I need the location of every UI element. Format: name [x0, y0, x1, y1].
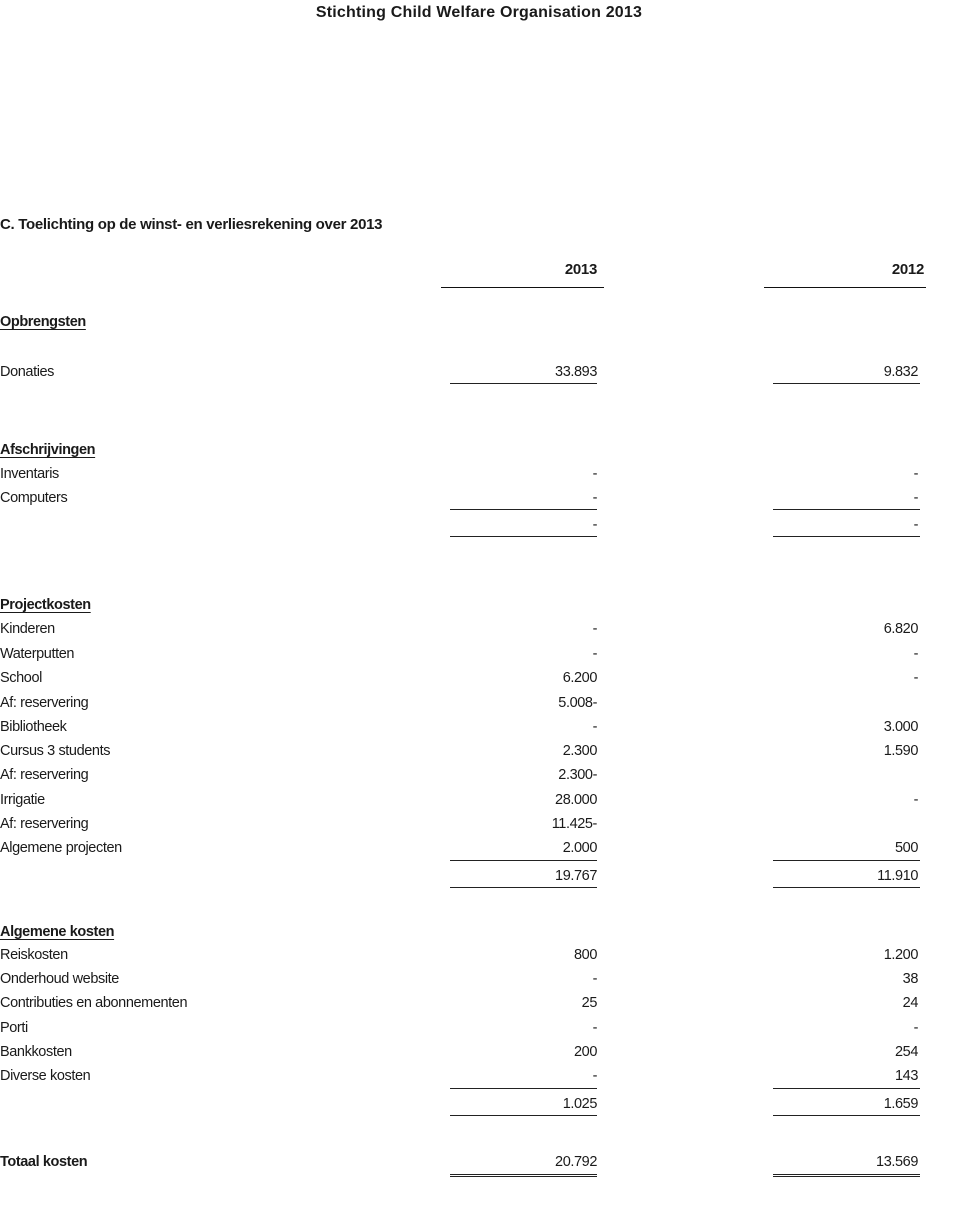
row-label: Porti — [0, 1020, 28, 1036]
row-label: Af: reservering — [0, 695, 89, 711]
table-row — [0, 621, 958, 643]
total-label: Totaal kosten — [0, 1154, 88, 1170]
value-2012: - — [913, 646, 918, 662]
column-header-2013: 2013 — [564, 261, 597, 278]
value-2013: - — [592, 466, 597, 482]
category-heading-afschrijvingen — [0, 442, 958, 464]
total-row — [0, 1154, 958, 1176]
value-2013: - — [592, 1020, 597, 1036]
table-row — [0, 995, 958, 1017]
table-row — [0, 743, 958, 765]
rule — [450, 887, 597, 888]
value-2013: 800 — [574, 947, 597, 963]
value-2012: 500 — [895, 840, 918, 856]
value-2013: 11.425- — [551, 816, 597, 832]
rule — [450, 383, 597, 384]
page-title: Stichting Child Welfare Organisation 2013 — [315, 4, 643, 21]
header-rule-2013 — [441, 287, 604, 288]
value-2013: - — [592, 621, 597, 637]
row-label: Computers — [0, 490, 68, 506]
row-label: Onderhoud website — [0, 971, 119, 987]
value-2013: 25 — [581, 995, 597, 1011]
value-2013: 28.000 — [555, 792, 597, 808]
table-row — [0, 1068, 958, 1090]
row-label: Bibliotheek — [0, 719, 67, 735]
value-2013: 200 — [574, 1044, 597, 1060]
value-2012: - — [913, 1020, 918, 1036]
value-2012: 1.590 — [883, 743, 918, 759]
row-label: Bankkosten — [0, 1044, 72, 1060]
rule — [773, 887, 920, 888]
value-2012: 38 — [902, 971, 918, 987]
rule — [773, 536, 920, 537]
rule — [450, 536, 597, 537]
row-label: Kinderen — [0, 621, 55, 637]
value-2013: - — [592, 646, 597, 662]
subtotal-2012: 1.659 — [883, 1096, 918, 1112]
value-2013: 5.008- — [558, 695, 597, 711]
value-2013: 2.000 — [562, 840, 597, 856]
value-2013: - — [592, 1068, 597, 1084]
subtotal-2012: - — [913, 517, 918, 533]
table-row — [0, 719, 958, 741]
row-label: Donaties — [0, 364, 55, 380]
subtotal-2013: - — [592, 517, 597, 533]
table-row — [0, 670, 958, 692]
subtotal-2013: 1.025 — [562, 1096, 597, 1112]
total-2013: 20.792 — [555, 1154, 597, 1170]
table-row — [0, 971, 958, 993]
value-2012: - — [913, 792, 918, 808]
row-label: Cursus 3 students — [0, 743, 111, 759]
value-2012: - — [913, 490, 918, 506]
row-label: Af: reservering — [0, 767, 89, 783]
value-2012: 3.000 — [883, 719, 918, 735]
value-2013: - — [592, 490, 597, 506]
category-label: Afschrijvingen — [0, 442, 96, 458]
rule — [773, 509, 920, 510]
rule — [773, 860, 920, 861]
table-row — [0, 767, 958, 789]
row-label: Contributies en abonnementen — [0, 995, 188, 1011]
rule — [450, 509, 597, 510]
table-row — [0, 816, 958, 838]
category-heading-algemene-kosten — [0, 924, 958, 946]
table-row — [0, 947, 958, 969]
rule — [773, 1088, 920, 1089]
category-label: Projectkosten — [0, 597, 91, 613]
subtotal-2013: 19.767 — [555, 868, 597, 884]
value-2013: 6.200 — [562, 670, 597, 686]
row-label: School — [0, 670, 42, 686]
row-label: Reiskosten — [0, 947, 68, 963]
value-2012: - — [913, 670, 918, 686]
table-row — [0, 695, 958, 717]
rule — [773, 1115, 920, 1116]
row-label: Inventaris — [0, 466, 59, 482]
row-label: Waterputten — [0, 646, 75, 662]
value-2013: - — [592, 719, 597, 735]
row-label: Diverse kosten — [0, 1068, 91, 1084]
section-title: C. Toelichting op de winst- en verliesrekening over 2013 — [0, 216, 383, 233]
table-row — [0, 792, 958, 814]
value-2013: - — [592, 971, 597, 987]
table-row — [0, 840, 958, 862]
category-heading-projectkosten — [0, 597, 958, 619]
row-label: Algemene projecten — [0, 840, 122, 856]
column-header-2012: 2012 — [891, 261, 924, 278]
rule — [773, 383, 920, 384]
value-2012: - — [913, 466, 918, 482]
value-2013: 2.300- — [558, 767, 597, 783]
category-heading-opbrengsten — [0, 314, 958, 336]
table-row — [0, 646, 958, 668]
value-2012: 24 — [902, 995, 918, 1011]
value-2012: 254 — [895, 1044, 918, 1060]
value-2012: 6.820 — [883, 621, 918, 637]
value-2012: 9.832 — [883, 364, 918, 380]
value-2013: 33.893 — [555, 364, 597, 380]
row-label: Irrigatie — [0, 792, 45, 808]
table-row — [0, 466, 958, 488]
subtotal-2012: 11.910 — [877, 868, 918, 884]
rule — [450, 1088, 597, 1089]
header-rule-2012 — [764, 287, 926, 288]
row-label: Af: reservering — [0, 816, 89, 832]
total-2012: 13.569 — [876, 1154, 918, 1170]
value-2013: 2.300 — [562, 743, 597, 759]
category-label: Algemene kosten — [0, 924, 115, 940]
double-rule — [773, 1174, 920, 1177]
category-label: Opbrengsten — [0, 314, 86, 330]
double-rule — [450, 1174, 597, 1177]
rule — [450, 860, 597, 861]
value-2012: 1.200 — [883, 947, 918, 963]
rule — [450, 1115, 597, 1116]
table-row — [0, 1044, 958, 1066]
value-2012: 143 — [895, 1068, 918, 1084]
table-row — [0, 1020, 958, 1042]
